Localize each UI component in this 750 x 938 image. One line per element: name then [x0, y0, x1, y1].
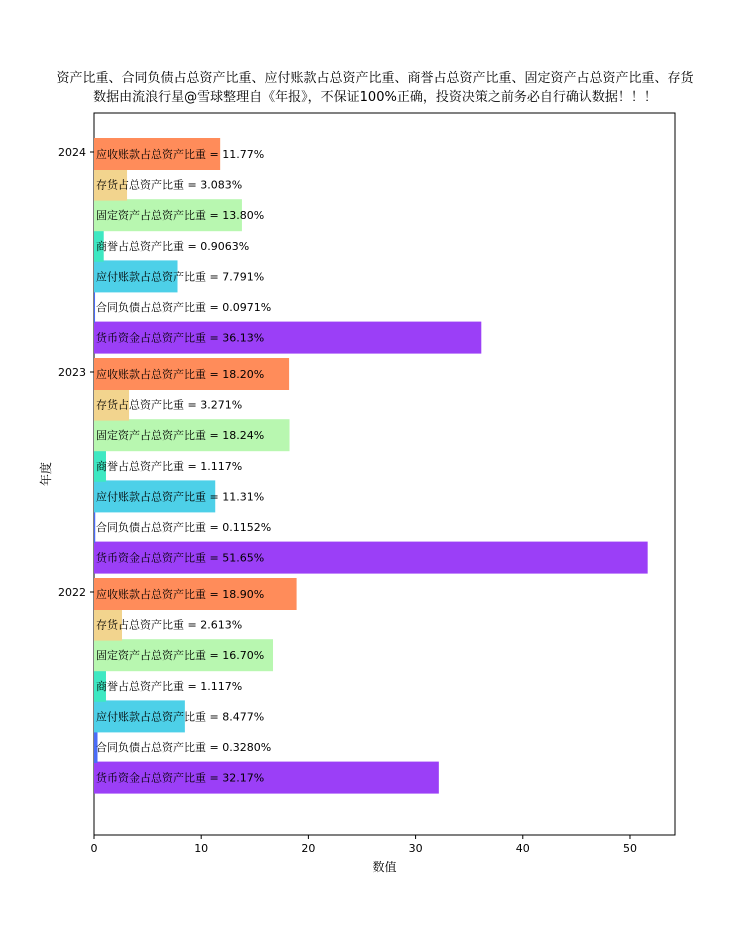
x-tick-label-0: 0 — [90, 842, 98, 855]
data-label-2022-0: 货币资金占总资产比重 = 32.17% — [96, 771, 265, 785]
data-label-2024-1: 合同负债占总资产比重 = 0.0971% — [96, 301, 272, 314]
data-label-2023-1: 合同负债占总资产比重 = 0.1152% — [96, 521, 272, 534]
data-label-2024-5: 存货占总资产比重 = 3.083% — [96, 178, 243, 192]
data-label-2022-1: 合同负债占总资产比重 = 0.3280% — [96, 741, 272, 754]
chart-subtitle: 数据由流浪行星@雪球整理自《年报》，不保证100%正确，投资决策之前务必自行确认数据！！！ — [93, 90, 657, 105]
x-axis-label: 数值 — [372, 860, 397, 874]
data-label-2022-4: 固定资产占总资产比重 = 16.70% — [96, 649, 265, 663]
data-label-2023-2: 应付账款占总资产比重 = 11.31% — [96, 490, 265, 504]
data-label-2024-4: 固定资产占总资产比重 = 13.80% — [96, 209, 265, 223]
data-label-2024-6: 应收账款占总资产比重 = 11.77% — [96, 148, 265, 161]
data-label-2023-0: 货币资金占总资产比重 = 51.65% — [96, 551, 265, 565]
plot-area — [58, 113, 675, 855]
x-tick-label-40: 40 — [515, 842, 530, 855]
data-label-2024-2: 应付账款占总资产比重 = 7.791% — [96, 270, 265, 284]
data-label-2022-5: 存货占总资产比重 = 2.613% — [96, 618, 243, 632]
data-label-2024-0: 货币资金占总资产比重 = 36.13% — [96, 331, 265, 345]
data-label-2023-3: 商誉占总资产比重 = 1.117% — [96, 459, 243, 473]
x-tick-label-30: 30 — [408, 842, 423, 855]
chart-title: 资产比重、合同负债占总资产比重、应付账款占总资产比重、商誉占总资产比重、固定资产占总资产比重、存货 — [56, 71, 694, 86]
x-tick-label-20: 20 — [301, 842, 316, 855]
x-tick-label-10: 10 — [194, 842, 209, 855]
data-label-2023-5: 存货占总资产比重 = 3.271% — [96, 398, 243, 412]
data-label-2022-6: 应收账款占总资产比重 = 18.90% — [96, 588, 265, 601]
data-label-2023-6: 应收账款占总资产比重 = 18.20% — [96, 368, 265, 381]
y-tick-label-2023: 2023 — [58, 366, 86, 379]
y-tick-label-2024: 2024 — [58, 146, 86, 159]
data-label-2022-3: 商誉占总资产比重 = 1.117% — [96, 679, 243, 693]
data-label-2023-4: 固定资产占总资产比重 = 18.24% — [96, 429, 265, 443]
data-label-2024-3: 商誉占总资产比重 = 0.9063% — [96, 239, 250, 253]
bar-2024-1 — [94, 291, 95, 323]
data-label-2022-2: 应付账款占总资产比重 = 8.477% — [96, 710, 265, 724]
y-tick-label-2022: 2022 — [58, 586, 86, 599]
x-tick-label-50: 50 — [622, 842, 637, 855]
y-axis-label: 年度 — [39, 461, 53, 487]
